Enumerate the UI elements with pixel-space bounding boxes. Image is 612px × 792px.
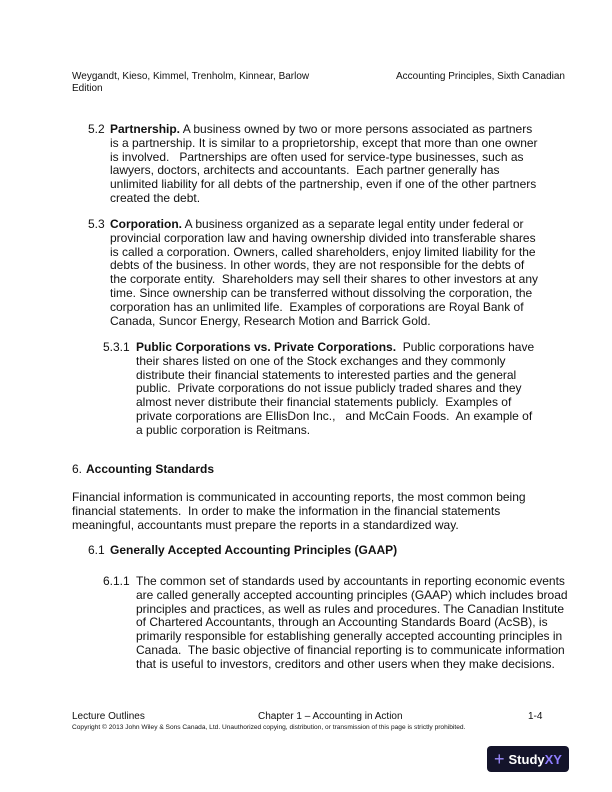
logo-text-study: Study (508, 751, 545, 767)
line: lawyers, doctors, architects and accountants. Each partner generally has (110, 163, 500, 178)
section-title: Public Corporations vs. Private Corporations. (136, 340, 397, 354)
line: is called a corporation. Owners, called shareholders, enjoy limited liability for the (110, 244, 536, 259)
text: A business owned by two or more persons associated as partners (180, 122, 533, 136)
section-number: 6.1.1 (103, 574, 130, 588)
line: debts of the business. In other words, they are not responsible for the debts of (110, 258, 525, 273)
line: principles and practices, as well as rules and procedures. The Canadian Institute (136, 601, 565, 616)
plus-icon: + (494, 749, 505, 769)
header-authors-line: Edition (72, 83, 103, 94)
section-number: 5.2 (88, 122, 105, 136)
line: unlimited liability for all debts of the partnership, even if one of the other partners (110, 177, 537, 192)
line: The common set of standards used by accountants in reporting economic events (136, 574, 565, 588)
section-title: Corporation. (110, 217, 182, 231)
footer-left: Lecture Outlines (72, 711, 145, 722)
footer-chapter: Chapter 1 – Accounting in Action (258, 711, 403, 722)
line: their shares listed on one of the Stock exchanges and they commonly (136, 353, 506, 368)
section-number: 6. (72, 462, 83, 476)
line: are called generally accepted accounting principles (GAAP) which includes broad (136, 587, 568, 602)
line: is involved. Partnerships are often used for service-type businesses, such as (110, 149, 524, 164)
copyright: Copyright © 2013 John Wiley & Sons Canada, Ltd. Unauthorized copying, distribution, or transmission of this page is strictly prohibited. (72, 724, 466, 731)
text: Public corporations have (396, 340, 535, 354)
line: financial statements. In order to make the information in the financial statements (72, 503, 501, 518)
line: that is useful to investors, creditors and other users when they make decisions. (136, 656, 555, 671)
section-number: 5.3 (88, 217, 105, 231)
section-gaap (136, 575, 568, 672)
header-authors (72, 71, 309, 95)
line (110, 123, 538, 137)
line: distribute their financial statements to interested parties and the general (136, 367, 517, 382)
line: Financial information is communicated in accounting reports, the most common being (72, 490, 526, 504)
section-title: Partnership. (110, 122, 181, 136)
line: public. Private corporations do not issue publicly traded shares and they (136, 381, 522, 396)
section-corporation (110, 218, 538, 328)
line: Canada. The basic objective of financial reporting is to communicate information (136, 642, 565, 657)
line: private corporations are EllisDon Inc., and McCain Foods. An example of (136, 408, 533, 423)
line (110, 218, 538, 232)
line: corporation has an unlimited life. Examples of corporations are Royal Bank of (110, 299, 524, 314)
line (136, 341, 534, 355)
line: is a partnership. It is similar to a proprietorship, except that more than one owner (110, 135, 538, 150)
section-number: 6.1 (88, 543, 105, 557)
header-authors-line: Weygandt, Kieso, Kimmel, Trenholm, Kinnear, Barlow (72, 71, 310, 82)
line: almost never distribute their financial statements publicly. Examples of (136, 395, 512, 410)
section-title: Accounting Standards (86, 462, 215, 476)
line: Canada, Suncor Energy, Research Motion and Barrick Gold. (110, 313, 431, 328)
studyxy-logo[interactable] (487, 746, 569, 772)
line: the corporate entity. Shareholders may sell their shares to other investors at any (110, 272, 538, 287)
line: a public corporation is Reitmans. (136, 422, 311, 437)
section-partnership (110, 123, 538, 206)
section-number: 5.3.1 (103, 340, 130, 354)
paragraph-accounting-standards (72, 491, 526, 532)
logo-text-xy: XY (544, 751, 562, 767)
line: time. Since ownership can be transferred without dissolving the corporation, the (110, 285, 533, 300)
line: provincial corporation law and having ownership divided into transferable shares (110, 230, 536, 245)
line: meaningful, accountants must prepare the reports in a standardized way. (72, 517, 459, 532)
section-title: Generally Accepted Accounting Principles (GAAP) (110, 543, 398, 557)
header-book-title: Accounting Principles, Sixth Canadian (396, 71, 565, 82)
line: primarily responsible for establishing generally accepted accounting principles in (136, 629, 563, 644)
page-number: 1-4 (528, 711, 543, 722)
logo-text (509, 752, 562, 767)
line: created the debt. (110, 190, 201, 205)
text: A business organized as a separate legal entity under federal or (182, 217, 524, 231)
section-public-private (136, 341, 534, 438)
line: of Chartered Accountants, through an Accounting Standards Board (AcSB), is (136, 615, 548, 630)
